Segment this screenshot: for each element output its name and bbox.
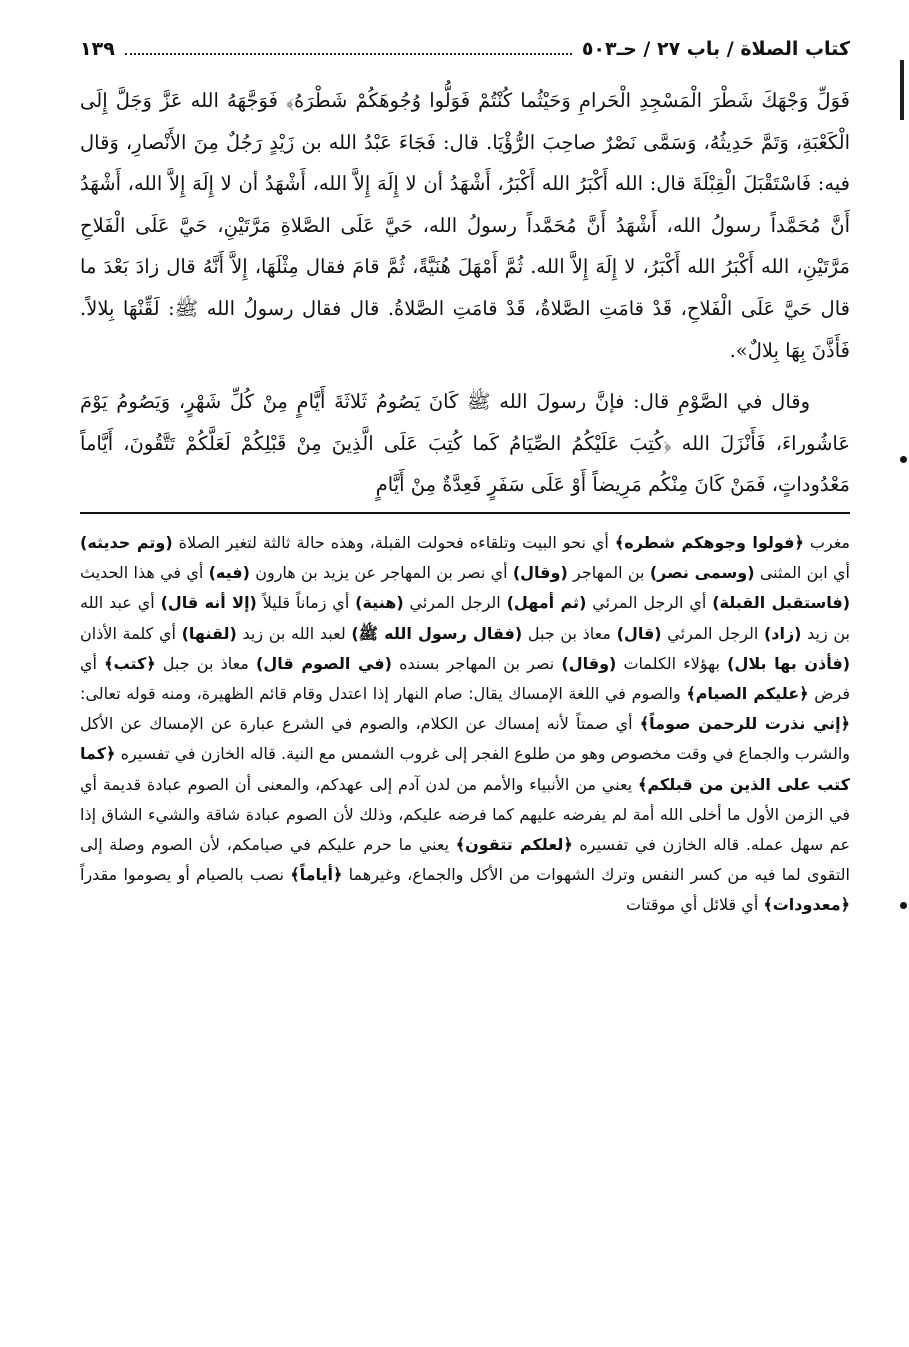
main-text: [80, 80, 850, 506]
note-lemma: (في الصوم قال): [256, 653, 392, 673]
note-lemma: (فأذن بها بلال): [727, 653, 851, 673]
note-text: أي عبد الله بن زيد: [80, 593, 851, 643]
running-title: كتاب الصلاة / باب ٢٧ / حـ٥٠٣: [581, 38, 850, 60]
note-text: معاذ بن جبل: [522, 623, 617, 643]
note-text: نصر بن المهاجر بسنده: [391, 653, 562, 673]
note-lemma: (لقنها): [181, 623, 237, 643]
note-lemma: ﴿فولوا وجوهكم شطره﴾: [614, 532, 804, 552]
note-lemma: ﴿كما كتب على الذين من قبلكم﴾: [80, 744, 850, 794]
note-lemma: (فقال رسول الله ﷺ): [351, 623, 523, 643]
binding-mark: [900, 60, 904, 120]
book-page: [80, 38, 850, 921]
note-lemma: (فاستقبل القبلة): [712, 593, 851, 613]
note-text: مغرب: [803, 532, 850, 552]
note-text: يعني ما حرم عليكم في صيامكم، لأن الصوم وصلة إلى التقوى لما فيه من كسر النفس وترك الشهوات من الأكل والجماع، وغيرهما: [80, 834, 850, 885]
note-text: الرجل المرئي: [661, 623, 764, 643]
note-text: أي كلمة الأذان: [80, 623, 182, 643]
note-text: بن المهاجر: [567, 563, 650, 583]
note-text: أي قلائل أي موقتات: [626, 895, 764, 915]
note-lemma: ﴿كتب﴾: [104, 653, 156, 673]
note-text: أي صمتاً لأنه إمساك عن الكلام، والصوم في الشرع عبارة عن الإمساك عن الأكل والشرب والجماع في وقت مخصوص وهو من طلوع الفجر إلى غروب الشمس مع النية. قاله الخازن في تفسيره: [80, 714, 850, 764]
note-text: أي في هذا الحديث: [80, 563, 209, 583]
note-text: أي زماناً قليلاً: [256, 593, 356, 613]
note-lemma: ﴿إني نذرت للرحمن صوماً﴾: [639, 714, 851, 734]
note-lemma: ﴿معدودات﴾: [763, 895, 850, 915]
note-lemma: (زاد): [763, 623, 802, 643]
footnote-separator: [80, 512, 850, 514]
note-lemma: (وتم حديثه): [80, 532, 173, 552]
note-text: أي فرض: [80, 653, 851, 703]
note-text: أي ابن المثنى: [754, 563, 851, 583]
margin-bullet-icon: [900, 456, 907, 463]
note-lemma: (هنية): [355, 593, 404, 613]
page-number: ١٣٩: [80, 38, 115, 60]
page-header: [80, 38, 850, 68]
note-text: أي الرجل المرئي: [586, 593, 713, 613]
note-lemma: ﴿لعلكم تتقون﴾: [455, 834, 573, 854]
leader-dots: [125, 43, 572, 55]
note-text: أي نحو البيت وتلقاءه فحولت القبلة، وهذه حالة ثالثة لتغير الصلاة: [172, 532, 615, 552]
note-lemma: (وقال): [512, 563, 568, 583]
note-lemma: ﴿أياماً﴾: [290, 865, 343, 885]
note-text: يعني من الأنبياء والأمم من لدن آدم إلى عهدكم، والمعنى أن الصوم عبادة قديمة أي في الزمن الأول ما أخلى الله أمة لم يفرضه عليهم كما فرضه عليكم، وذلك لأن الصوم عبادة شاقة والشيء الشاق إذا عم سهل عمله. قاله الخازن في تفسيره: [80, 774, 851, 854]
note-lemma: ﴿عليكم الصيام﴾: [686, 683, 809, 703]
main-paragraph-1: فَوَلِّ وَجْهَكَ شَطْرَ الْمَسْجِدِ الْحَرامِ وَحَيْثُما كُنْتُمْ فَوَلُّوا وُجُوهَكُمْ شَطْرَهُ﴾ فَوَجَّهَهُ الله عَزَّ وَجَلَّ إِلَى الْكَعْبَةِ، وَتَمَّ حَدِيثُهُ، وَسَمَّى نَصْرٌ صاحِبَ الرُّؤْيَا. قال: فَجَاءَ عَبْدُ الله بن زَيْدٍ رَجُلٌ مِنَ الأَنْصارِ، وَقال فيه: فَاسْتَقْبَلَ الْقِبْلَةَ قال: الله أَكْبَرُ الله أَكْبَرُ، أَشْهَدُ أن لا إِلَهَ إِلاَّ الله، أَشْهَدُ أن لا إِلَهَ إِلاَّ الله، أَشْهَدُ أَنَّ مُحَمَّداً رسولُ الله، أَشْهَدُ أَنَّ مُحَمَّداً رسولُ الله، حَيَّ عَلَى الصَّلاةِ مَرَّتَيْنِ، حَيَّ عَلَى الْفَلاحِ مَرَّتَيْنِ، الله أَكْبَرُ الله أَكْبَرُ، لا إِلَهَ إِلاَّ الله. ثُمَّ أَمْهَلَ هُنَيَّةً، ثُمَّ قامَ فقال مِثْلَهَا، إِلاَّ أَنَّهُ قال زادَ بَعْدَ ما قال حَيَّ عَلَى الْفَلاحِ، قَدْ قامَتِ الصَّلاةُ، قَدْ قامَتِ الصَّلاةُ. قال فقال رسولُ الله ﷺ: لَقِّنْهَا بِلالاً. فَأَذَّنَ بِهَا بِلالٌ».: [80, 89, 850, 362]
note-text: بهؤلاء الكلمات: [616, 653, 728, 673]
note-lemma: (ثم أمهل): [506, 593, 587, 613]
note-lemma: (فيه): [208, 563, 250, 583]
note-text: معاذ بن جبل: [155, 653, 257, 673]
note-lemma: (وسمى نصر): [649, 563, 755, 583]
main-paragraph-2: وقال في الصَّوْمِ قال: فإنَّ رسولَ الله ﷺ كَانَ يَصُومُ ثَلاثَةَ أَيَّامٍ مِنْ كُلِّ شَهْرٍ، وَيَصُومُ يَوْمَ عَاشُوراءَ، فَأَنْزَلَ الله ﴿كُتِبَ عَلَيْكُمُ الصِّيَامُ كَما كُتِبَ عَلَى الَّذِينَ مِنْ قَبْلِكُمْ لَعَلَّكُمْ تَتَّقُونَ، أَيَّاماً مَعْدُوداتٍ، فَمَنْ كَانَ مِنْكُم مَرِيضاً أَوْ عَلَى سَفَرٍ فَعِدَّةٌ مِنْ أَيَّامٍ: [80, 390, 850, 497]
note-text: لعبد الله بن زيد: [236, 623, 352, 643]
note-lemma: (قال): [616, 623, 662, 643]
margin-bullet-icon: [900, 902, 907, 909]
note-text: أي نصر بن المهاجر عن يزيد بن هارون: [249, 563, 513, 583]
note-text: نصب بالصيام أو يصوموا مقدراً: [80, 865, 291, 885]
note-text: الرجل المرئي: [403, 593, 507, 613]
note-text: والصوم في اللغة الإمساك يقال: صام النهار إذا اعتدل وقام قائم الظهيرة، ومنه قوله تعالى:: [80, 683, 687, 703]
note-lemma: (وقال): [561, 653, 617, 673]
note-lemma: (إلا أنه قال): [160, 593, 257, 613]
commentary-notes: [80, 528, 850, 921]
